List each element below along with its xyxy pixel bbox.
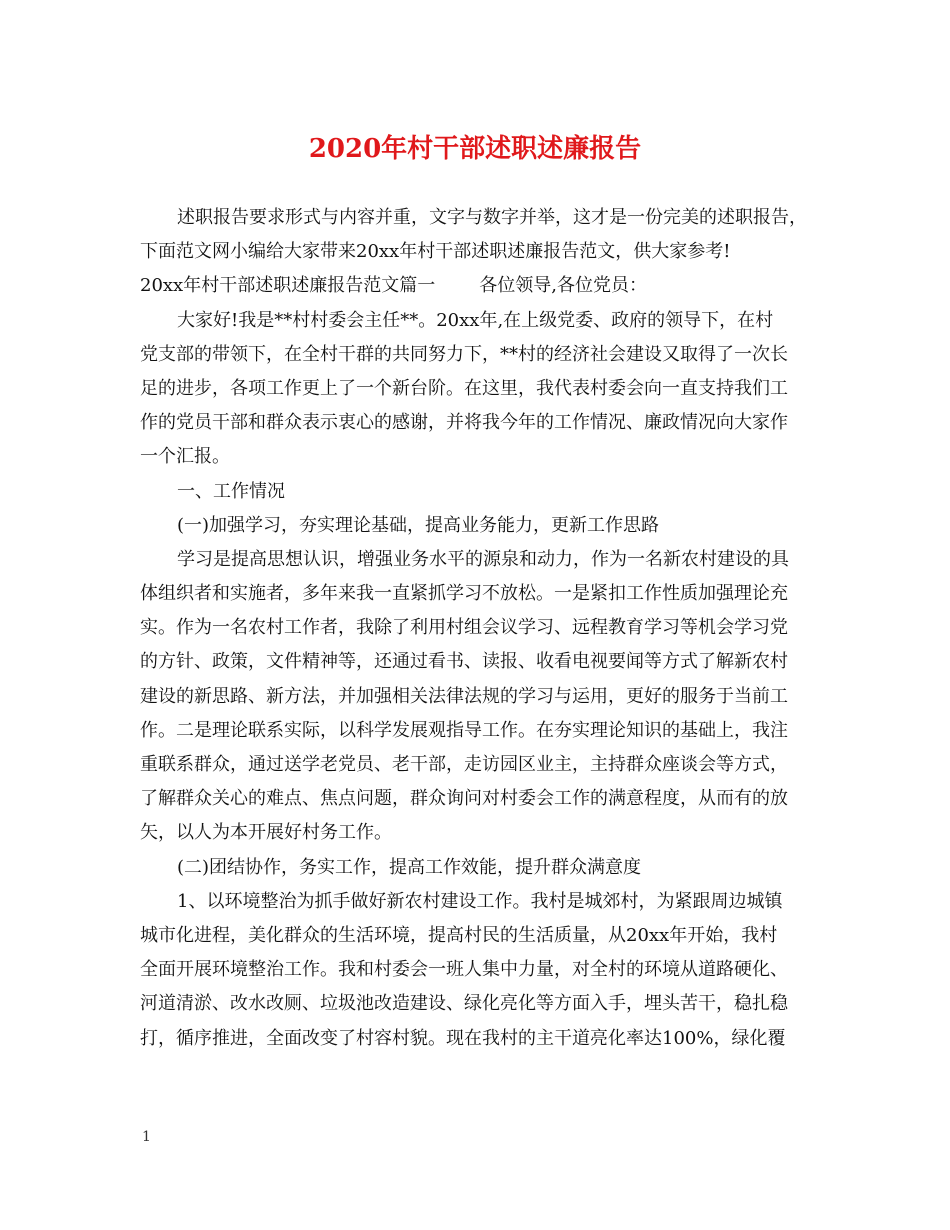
body-line: 作的党员干部和群众表示衷心的感谢，并将我今年的工作情况、廉政情况向大家作 [140, 412, 788, 434]
subsection-heading: (一)加强学习，夯实理论基础，提高业务能力，更新工作思路 [177, 514, 660, 536]
body-line: 城市化进程，美化群众的生活环境，提高村民的生活质量，从20xx年开始，我村 [140, 924, 778, 946]
body-line: 建设的新思路、新方法，并加强相关法律法规的学习与运用，更好的服务于当前工 [140, 685, 788, 707]
body-line: 全面开展环境整治工作。我和村委会一班人集中力量，对全村的环境从道路硬化、 [140, 959, 788, 981]
subsection-heading: (二)团结协作，务实工作，提高工作效能，提升群众满意度 [177, 856, 642, 878]
body-line: 一个汇报。 [140, 446, 230, 468]
body-line: 足的进步，各项工作更上了一个新台阶。在这里，我代表村委会向一直支持我们工 [140, 377, 788, 399]
body-line: 了解群众关心的难点、焦点问题，群众询问对村委会工作的满意程度，从而有的放 [140, 788, 788, 810]
body-line: 党支部的带领下，在全村干群的共同努力下，**村的经济社会建设又取得了一次长 [140, 343, 788, 365]
body-line: 矢，以人为本开展好村务工作。 [140, 822, 392, 844]
body-line: 河道清淤、改水改厕、垃圾池改造建设、绿化亮化等方面入手，埋头苦干，稳扎稳 [140, 993, 788, 1015]
body-line: 实。作为一名农村工作者，我除了利用村组会议学习、远程教育学习等机会学习党 [140, 617, 788, 639]
document-body [140, 201, 830, 1056]
body-line: 作。二是理论联系实际，以科学发展观指导工作。在夯实理论知识的基础上，我注 [140, 719, 788, 741]
document-title: 2020年村干部述职述廉报告 [308, 134, 642, 164]
body-line: 下面范文网小编给大家带来20xx年村干部述职述廉报告范文，供大家参考! [140, 241, 731, 263]
salutation: 各位领导,各位党员： [479, 275, 647, 297]
body-line: 述职报告要求形式与内容并重，文字与数字并举，这才是一份完美的述职报告， [177, 207, 807, 228]
section-heading: 一、工作情况 [177, 480, 285, 502]
body-line: 1、以环境整治为抓手做好新农村建设工作。我村是城郊村，为紧跟周边城镇 [177, 890, 783, 912]
body-line: 重联系群众，通过送学老党员、老干部，走访园区业主，主持群众座谈会等方式， [140, 754, 788, 775]
body-line: 大家好!我是**村村委会主任**。20xx年,在上级党委、政府的领导下，在村 [177, 309, 774, 331]
body-line: 学习是提高思想认识，增强业务水平的源泉和动力，作为一名新农村建设的具 [177, 548, 789, 570]
body-line: 打，循序推进，全面改变了村容村貌。现在我村的主干道亮化率达100%，绿化覆 [140, 1027, 786, 1049]
page-number: 1 [142, 1129, 151, 1145]
article-heading: 20xx年村干部述职述廉报告范文篇一 [140, 275, 436, 297]
body-line: 的方针、政策，文件精神等，还通过看书、读报、收看电视要闻等方式了解新农村 [140, 651, 788, 673]
body-line: 体组织者和实施者，多年来我一直紧抓学习不放松。一是紧扣工作性质加强理论充 [140, 583, 788, 605]
section-heading-line [140, 269, 830, 303]
